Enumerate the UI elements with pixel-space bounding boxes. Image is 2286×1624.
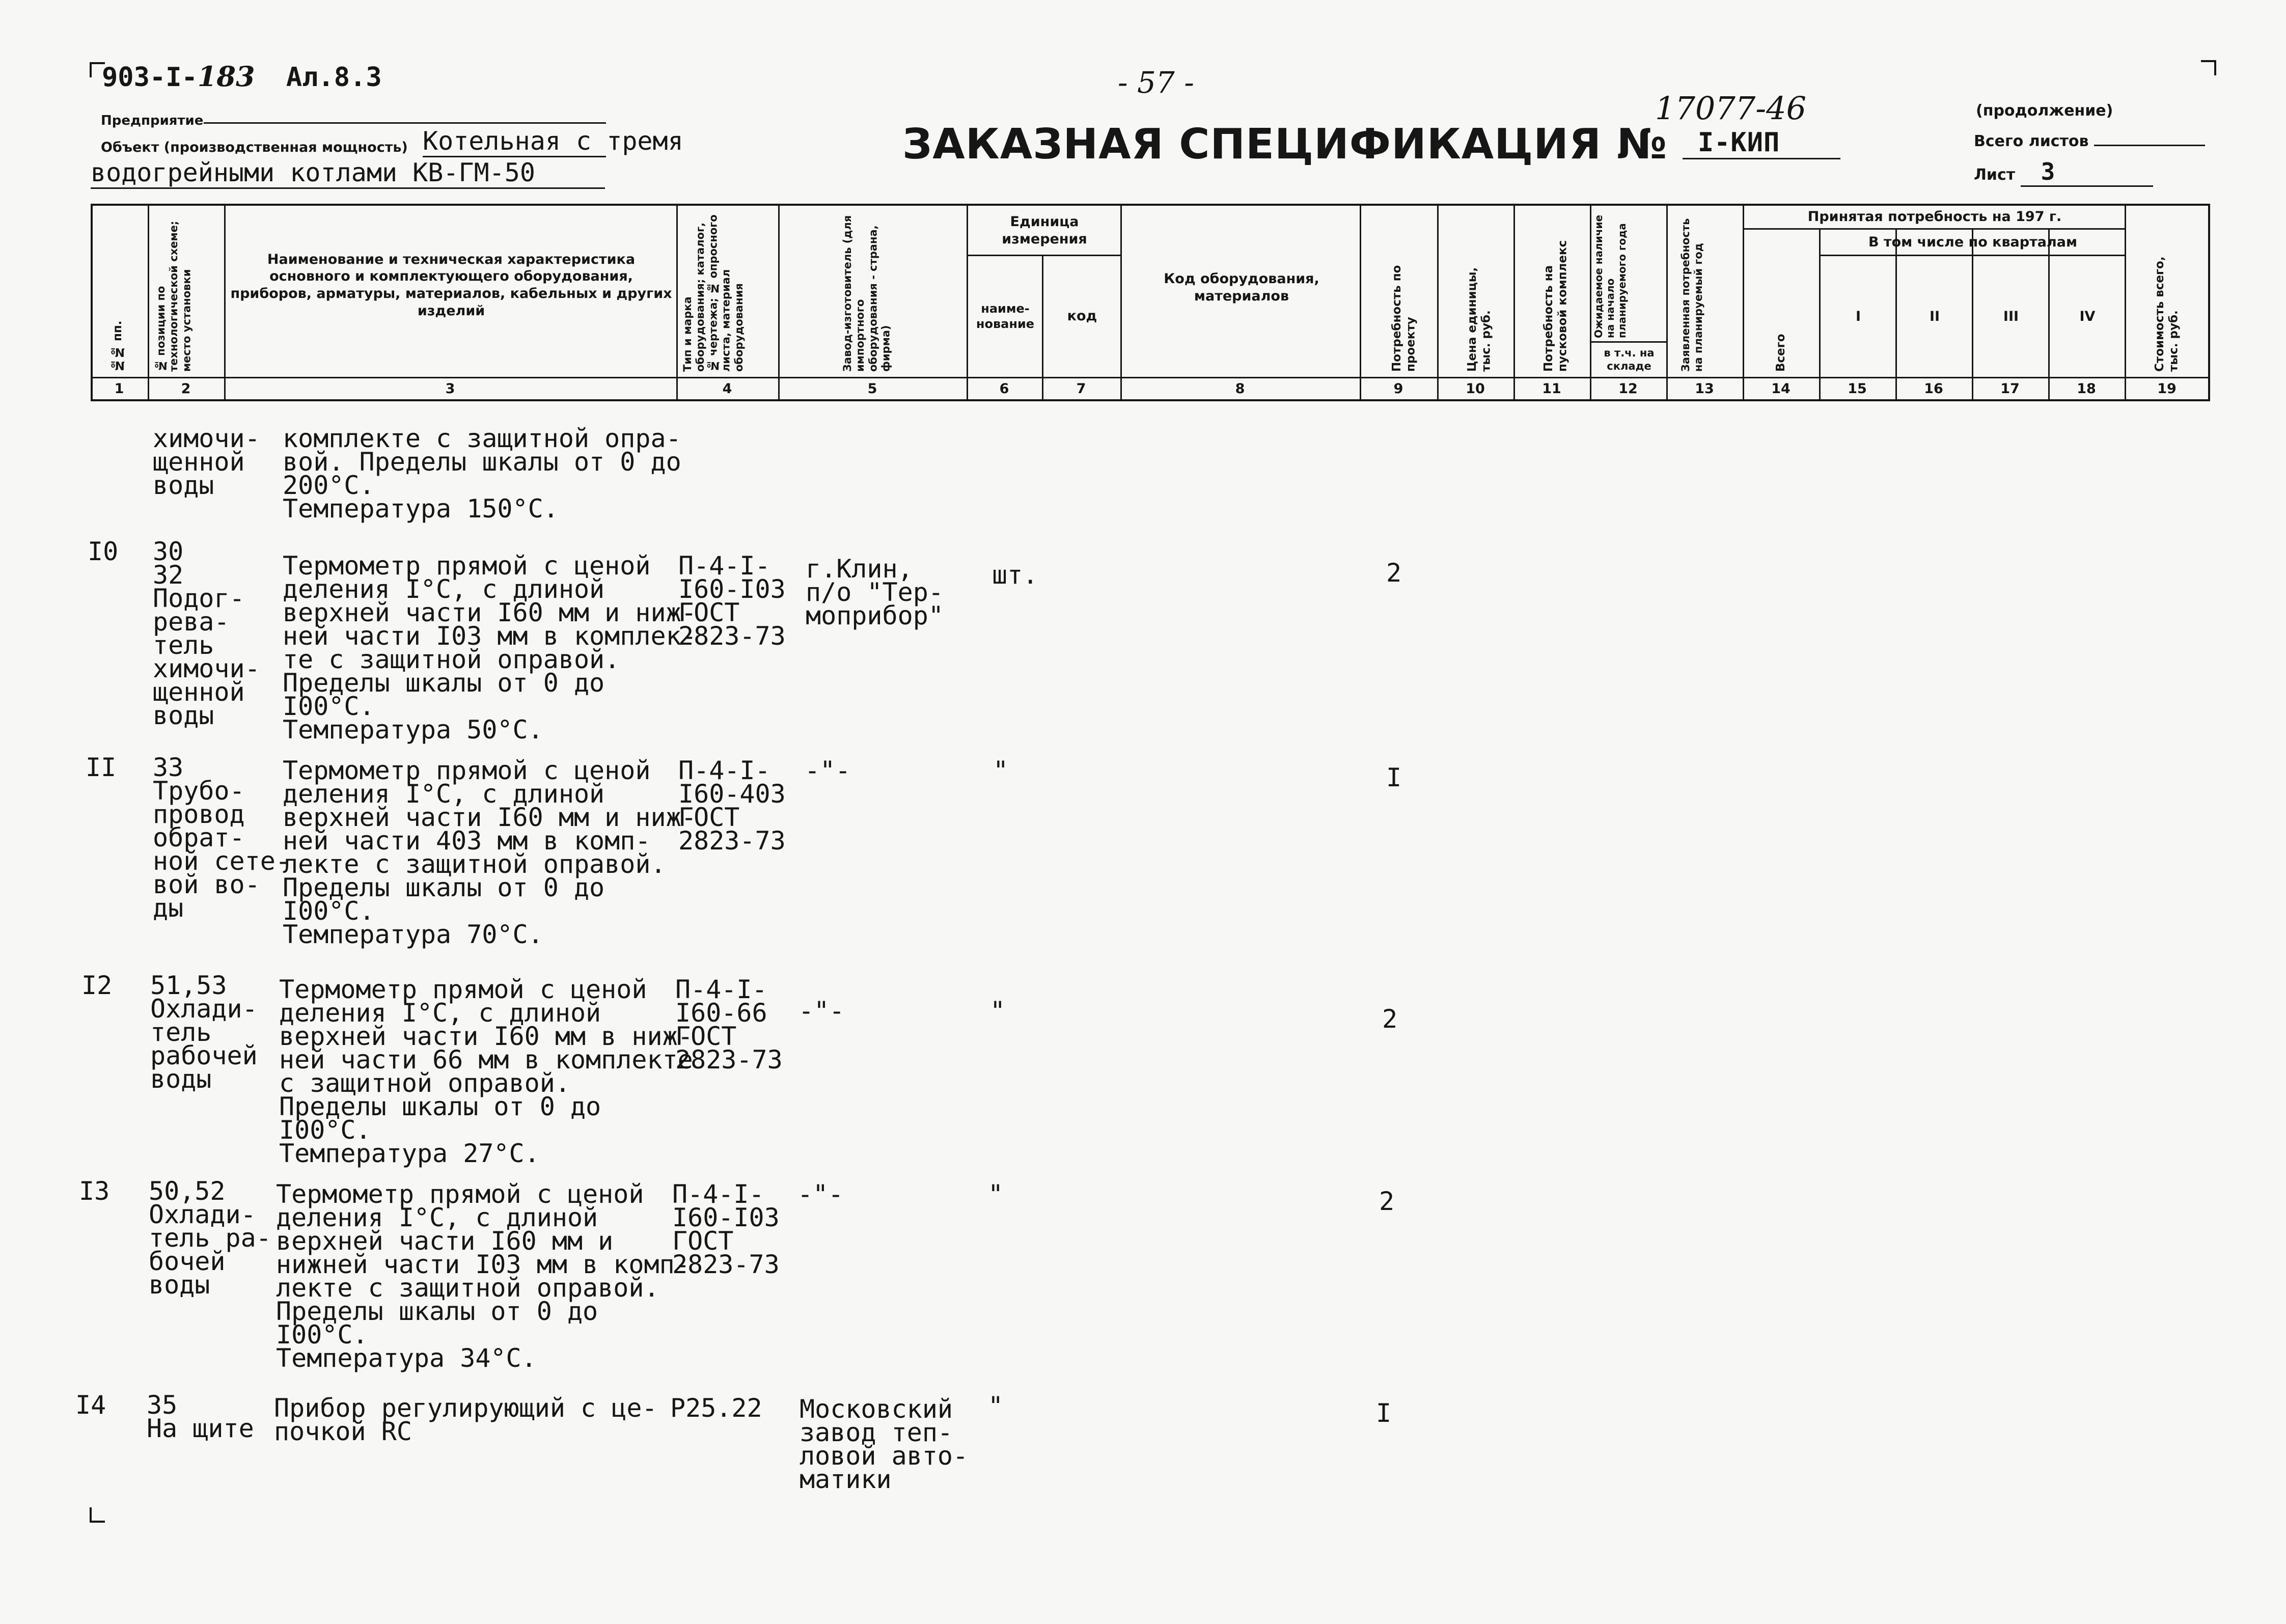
col-header-type: Тип и марка оборудования; каталог, № чертежа; № опросного листа, материал оборудования [681, 214, 745, 372]
col-header-q4: IV [2079, 309, 2096, 325]
row-unit: " [988, 1391, 1004, 1421]
row-quantity: I [1386, 763, 1402, 792]
col-header-q2: II [1929, 309, 1940, 325]
total-sheets-label: Всего листов [1974, 132, 2089, 150]
col-number: 4 [722, 381, 732, 397]
col-header-cost: Стоимость всего, тыс. руб. [2153, 256, 2181, 372]
row-description: Прибор регулирующий с це- почкой RC [274, 1393, 657, 1446]
document-code-printed: 903-I- [102, 62, 198, 93]
col-number: 14 [1771, 381, 1791, 397]
col-number: 6 [999, 381, 1009, 397]
sheet-label: Лист [1974, 166, 2016, 184]
col-number: 12 [1618, 381, 1638, 397]
row-number: I2 [81, 971, 113, 1000]
corner-mark-top-right [2201, 60, 2216, 75]
col-line [1120, 204, 1122, 401]
row-description: Термометр прямой с ценой деления I°С, с длиной верхней части I60 мм и нижней части I03 мм в комп- лекте с защитной оправой. Пределы шкалы от 0 до I00°С. Температура 34°С. [276, 1179, 690, 1373]
col-line [1042, 255, 1043, 401]
col-header-demand-project: Потребность по проекту [1390, 265, 1418, 372]
quarters-subheader-line [1819, 255, 2126, 256]
col-header-total: Всего [1774, 334, 1787, 372]
col-header-unit-name: наиме-нование [976, 301, 1035, 331]
col-number: 13 [1695, 381, 1714, 397]
enterprise-value-line [204, 122, 606, 124]
row-unit: шт. [992, 560, 1038, 590]
row-maker: г.Клин, п/о "Тер- моприбор" [806, 554, 944, 630]
row-unit: " [988, 1179, 1004, 1209]
col-number: 15 [1848, 381, 1867, 397]
col-number: 10 [1466, 381, 1485, 397]
col-line [1590, 204, 1591, 401]
col-header-num: №№ пп. [111, 320, 124, 372]
row-position: 33 Трубо- провод обрат- ной сете- вой во- ды [153, 753, 291, 923]
col-number: 19 [2157, 381, 2177, 397]
number-row-line [91, 377, 2210, 378]
page-number: - 57 - [1118, 65, 1194, 100]
col-header-in-stock: в т.ч. на складе [1604, 346, 1655, 372]
col-header-unit-price: Цена единицы, тыс. руб. [1466, 267, 1493, 372]
row-description: Термометр прямой с ценой деления I°С, с длиной верхней части I60 мм и ниж- ней части I03 мм в комплек- те с защитной оправой. Пределы шкалы от 0 до I00°С. Температура 50°С. [283, 551, 697, 745]
row-quantity: 2 [1379, 1187, 1395, 1216]
row-position: химочи- щенной воды [153, 424, 260, 500]
col-line [1819, 228, 1821, 401]
col-header-unit: Единица измерения [1002, 214, 1087, 247]
col-number: 9 [1393, 381, 1403, 397]
row-description: Термометр прямой с ценой деления I°С, с длиной верхней части I60 мм и ниж- ней части 403 мм в комп- лекте с защитной оправой. Пределы шкалы от 0 до I00°С. Температура 70°С. [283, 756, 697, 949]
row-maker: -"- [798, 996, 845, 1026]
col-number: 17 [2000, 381, 2020, 397]
col-header-declared-demand: Заявленная потребность на планируемый год [1679, 218, 1705, 372]
total-sheets [1974, 132, 2205, 150]
row-number: I3 [79, 1176, 110, 1206]
col-header-unit-code: код [1067, 308, 1097, 324]
col-header-expected-stock: Ожидаемое наличие на начало планируемого года [1592, 214, 1628, 338]
continuation-label: (продолжение) [1976, 102, 2113, 120]
object-value-line-2: водогрейными котлами КВ-ГМ-50 [91, 158, 605, 189]
col-number: 11 [1542, 381, 1561, 397]
col-header-maker: Завод-изготовитель (для импортного оборудования - страна, фирма) [841, 215, 892, 372]
col-line [967, 204, 968, 401]
enterprise-label: Предприятие [101, 113, 204, 128]
col-number: 16 [1924, 381, 1943, 397]
spec-table-header [91, 204, 2210, 401]
col-number: 1 [114, 381, 124, 397]
row-unit: " [993, 756, 1009, 785]
col-line [1743, 204, 1744, 401]
row-number: I4 [75, 1390, 106, 1420]
row-description: комплекте с защитной опра- вой. Пределы шкалы от 0 до 200°С. Температура 150°С. [283, 424, 681, 524]
col-line [148, 204, 149, 401]
inventory-number: 17077-46 [1655, 90, 1807, 127]
unit-subheader-line [967, 255, 1121, 256]
col-line [778, 204, 780, 401]
corner-mark-bottom-left [90, 1507, 105, 1523]
accepted-subheader-line [1743, 228, 2126, 230]
col-number: 8 [1235, 381, 1245, 397]
row-maker: Московский завод теп- ловой авто- матики [800, 1394, 969, 1494]
row-description: Термометр прямой с ценой деления I°С, с длиной верхней части I60 мм в ниж- ней части 66 мм в комплекте с защитной оправой. Пределы шкалы от 0 до I00°С. Температура 27°С. [279, 975, 693, 1168]
row-position: 51,53 Охлади- тель рабочей воды [150, 971, 258, 1094]
col-line [1513, 204, 1515, 401]
object-label: Объект (производственная мощность) [101, 140, 408, 155]
row-position: 50,52 Охлади- тель ра- бочей воды [149, 1176, 271, 1300]
row-maker: -"- [805, 756, 851, 785]
row-type: П-4-I- I60-I03 ГОСТ 2823-73 [672, 1179, 780, 1279]
col-line [224, 204, 226, 401]
col-header-accepted: Принятая потребность на 197 г. [1807, 209, 2062, 225]
col-header-startup-demand: Потребность на пусковой комплекс [1542, 240, 1569, 372]
page-title-text: ЗАКАЗНАЯ СПЕЦИФИКАЦИЯ № [902, 120, 1668, 169]
page-title [902, 120, 1840, 169]
row-position: 30 32 Подог- рева- тель химочи- щенной воды [153, 537, 260, 730]
col-number: 18 [2077, 381, 2096, 397]
sheet-value: 3 [2021, 158, 2153, 187]
col-header-q3: III [2003, 309, 2019, 325]
table-border-left [91, 204, 93, 401]
col-header-name: Наименование и техническая характеристика основного и комплектующего оборудования, приборов, арматуры, материалов, кабельных и других изделий [230, 251, 672, 319]
row-quantity: 2 [1386, 558, 1402, 588]
total-sheets-line [2094, 145, 2205, 146]
col-header-position: № позиции по технологической схеме; место установки [155, 221, 193, 372]
col-number: 3 [445, 381, 455, 397]
col-header-q1: I [1855, 309, 1861, 325]
row-type: Р25.22 [670, 1393, 762, 1423]
stock-subheader-line [1590, 341, 1667, 343]
table-border-right [2208, 204, 2210, 401]
col-number: 5 [867, 381, 877, 397]
col-line [676, 204, 678, 401]
row-type: П-4-I- I60-66 ГОСТ 2823-73 [675, 975, 783, 1075]
row-unit: " [990, 996, 1006, 1026]
col-line [2125, 204, 2126, 401]
row-type: П-4-I- I60-403 ГОСТ 2823-73 [678, 756, 786, 856]
table-border-bottom [91, 399, 2210, 401]
row-quantity: 2 [1382, 1004, 1398, 1034]
document-code-handwritten: 183 [197, 60, 255, 93]
col-line [1666, 204, 1668, 401]
row-quantity: I [1376, 1398, 1392, 1428]
col-number: 7 [1076, 381, 1086, 397]
row-number: II [86, 753, 117, 782]
col-header-quarters: В том числе по кварталам [1868, 234, 2078, 251]
col-line [1360, 204, 1361, 401]
row-number: I0 [88, 537, 119, 566]
document-code [102, 60, 382, 93]
col-header-equipment-code: Код оборудования, материалов [1164, 271, 1319, 304]
col-line [1437, 204, 1439, 401]
album-number: Ал.8.3 [286, 62, 382, 93]
spec-number: I-КИП [1683, 127, 1840, 159]
row-position: 35 На щите [147, 1390, 254, 1443]
row-maker: -"- [797, 1179, 844, 1209]
object-value-line-1: Котельная с тремя [423, 126, 606, 157]
col-number: 2 [181, 381, 191, 397]
row-type: П-4-I- I60-I03 ГОСТ 2823-73 [678, 551, 786, 651]
sheet-number [1974, 158, 2153, 187]
